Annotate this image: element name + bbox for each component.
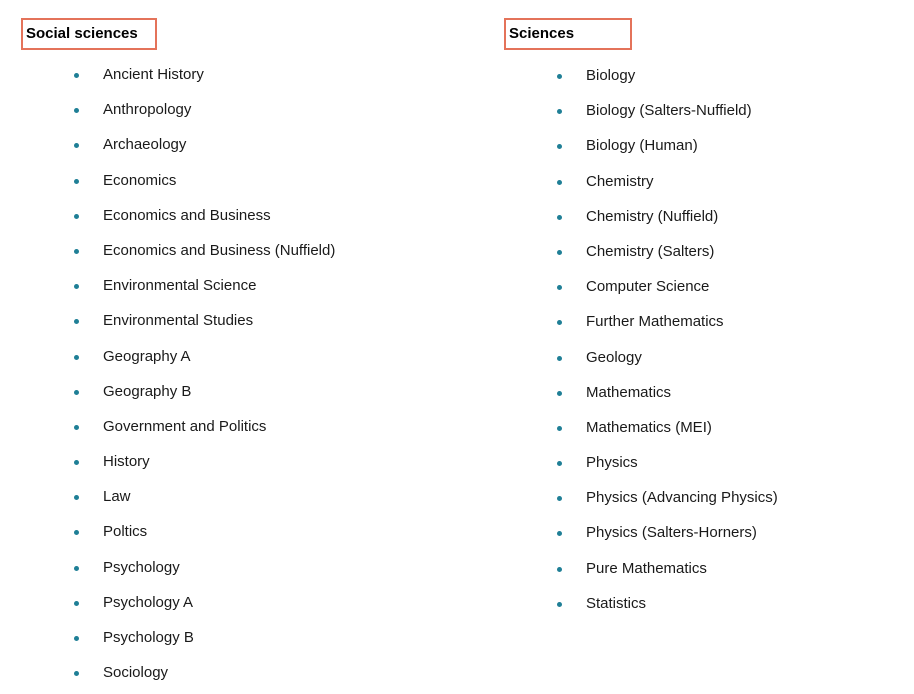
subject-label: Further Mathematics bbox=[586, 313, 724, 331]
bullet-icon bbox=[557, 567, 562, 572]
subject-label: Environmental Studies bbox=[103, 312, 254, 330]
bullet-icon bbox=[74, 284, 79, 289]
bullet-icon bbox=[74, 143, 79, 148]
subject-label: Psychology B bbox=[103, 629, 194, 646]
subject-label: Pure Mathematics bbox=[586, 559, 707, 577]
bullet-icon bbox=[74, 495, 79, 500]
subject-label: Statistics bbox=[586, 594, 647, 612]
subject-label: Economics and Business (Nuffield) bbox=[103, 241, 336, 259]
social-sciences-heading: Social sciences bbox=[21, 18, 157, 50]
subject-label: Chemistry (Nuffield) bbox=[586, 207, 719, 225]
bullet-icon bbox=[74, 671, 79, 676]
bullet-icon bbox=[557, 180, 562, 185]
subject-label: History bbox=[103, 453, 150, 471]
bullet-icon bbox=[557, 215, 562, 220]
bullet-icon bbox=[557, 320, 562, 325]
subject-label: Physics (Salters-Horners) bbox=[586, 524, 757, 542]
bullet-icon bbox=[74, 73, 79, 78]
subject-label: Anthropology bbox=[103, 101, 192, 119]
subject-label: Geography A bbox=[103, 347, 191, 365]
bullet-icon bbox=[74, 566, 79, 571]
bullet-icon bbox=[557, 356, 562, 361]
subject-label: Economics bbox=[103, 171, 177, 189]
bullet-icon bbox=[557, 109, 562, 114]
bullet-icon bbox=[74, 425, 79, 430]
subject-label: Mathematics (MEI) bbox=[586, 418, 712, 436]
subject-label: Psychology bbox=[103, 558, 180, 576]
subject-label: Law bbox=[103, 488, 131, 506]
subject-label: Chemistry (Salters) bbox=[586, 242, 715, 260]
bullet-icon bbox=[74, 460, 79, 465]
bullet-icon bbox=[557, 602, 562, 607]
subject-label: Government and Politics bbox=[103, 417, 267, 435]
bullet-icon bbox=[557, 144, 562, 149]
subject-label: Biology (Human) bbox=[586, 137, 698, 155]
subject-label: Physics bbox=[586, 454, 638, 472]
subject-label: Biology (Salters-Nuffield) bbox=[586, 102, 752, 120]
bullet-icon bbox=[557, 285, 562, 290]
subject-label: Poltics bbox=[103, 523, 148, 541]
subject-label: Computer Science bbox=[586, 278, 710, 296]
bullet-icon bbox=[74, 249, 79, 254]
bullet-icon bbox=[557, 531, 562, 536]
bullet-icon bbox=[74, 601, 79, 606]
subject-label: Ancient History bbox=[103, 66, 204, 83]
bullet-icon bbox=[557, 74, 562, 79]
subject-label: Biology bbox=[586, 67, 636, 84]
subject-label: Environmental Science bbox=[103, 277, 257, 295]
bullet-icon bbox=[557, 250, 562, 255]
subject-label: Mathematics bbox=[586, 383, 672, 401]
subject-label: Archaeology bbox=[103, 136, 187, 154]
subject-label: Geography B bbox=[103, 382, 192, 400]
bullet-icon bbox=[557, 461, 562, 466]
bullet-icon bbox=[74, 636, 79, 641]
subject-label: Sociology bbox=[103, 664, 169, 682]
bullet-icon bbox=[557, 391, 562, 396]
subject-label: Economics and Business bbox=[103, 206, 271, 224]
sciences-heading: Sciences bbox=[504, 18, 632, 50]
subject-label: Physics (Advancing Physics) bbox=[586, 489, 778, 507]
bullet-icon bbox=[74, 530, 79, 535]
bullet-icon bbox=[74, 319, 79, 324]
subject-label: Psychology A bbox=[103, 593, 194, 611]
bullet-icon bbox=[74, 179, 79, 184]
bullet-icon bbox=[74, 108, 79, 113]
bullet-icon bbox=[74, 214, 79, 219]
subject-label: Chemistry bbox=[586, 172, 654, 190]
bullet-icon bbox=[74, 390, 79, 395]
bullet-icon bbox=[557, 426, 562, 431]
bullet-icon bbox=[74, 355, 79, 360]
bullet-icon bbox=[557, 496, 562, 501]
subject-label: Geology bbox=[586, 348, 642, 366]
